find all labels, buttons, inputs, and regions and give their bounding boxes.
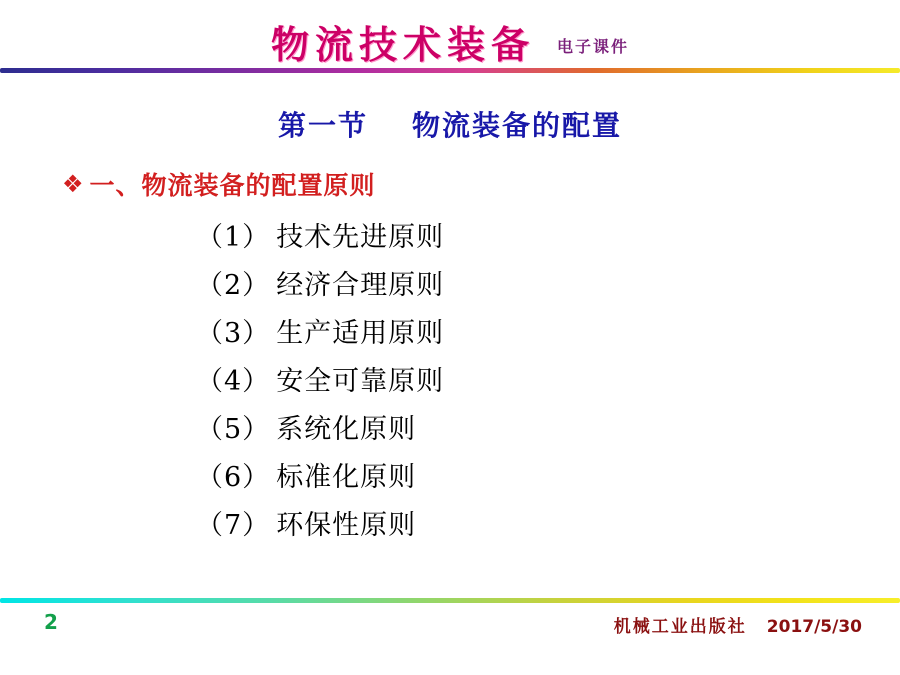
list-item-label: 生产适用原则	[276, 318, 445, 349]
list-item	[196, 272, 796, 299]
section-label: 第一节	[277, 109, 368, 142]
list-item-number: （1）	[196, 222, 271, 253]
presentation-subtitle: 电子课件	[557, 37, 630, 56]
list-item-label: 标准化原则	[276, 462, 417, 493]
subsection-heading-text: 一、物流装备的配置原则	[89, 171, 376, 200]
section-title-text: 物流装备的配置	[412, 109, 623, 142]
list-item-number: （6）	[196, 462, 271, 493]
list-item-label: 系统化原则	[276, 414, 417, 445]
list-item-label: 技术先进原则	[276, 222, 445, 253]
footer-divider-line	[0, 598, 900, 603]
list-item-number: （5）	[196, 414, 271, 445]
list-item-number: （4）	[196, 366, 271, 397]
page-number: 2	[44, 610, 58, 634]
section-heading	[0, 104, 900, 144]
publisher-name: 机械工业出版社	[613, 617, 747, 637]
presentation-title: 物流技术装备	[270, 22, 535, 67]
list-item-label: 环保性原则	[276, 510, 417, 541]
list-item	[196, 320, 796, 347]
subsection-heading	[62, 166, 376, 202]
list-item-number: （7）	[196, 510, 271, 541]
header-title-group	[0, 14, 900, 69]
list-item-label: 安全可靠原则	[276, 366, 445, 397]
list-item	[196, 368, 796, 395]
list-item-number: （2）	[196, 270, 271, 301]
slide-date: 2017/5/30	[766, 617, 862, 637]
header-divider-line	[0, 68, 900, 73]
footer-info	[614, 612, 862, 637]
principles-list	[196, 224, 796, 560]
list-item-label: 经济合理原则	[276, 270, 445, 301]
list-item	[196, 224, 796, 251]
list-item	[196, 464, 796, 491]
slide-header	[0, 0, 900, 76]
list-item-number: （3）	[196, 318, 271, 349]
list-item	[196, 512, 796, 539]
diamond-bullet-icon: ❖	[62, 170, 84, 198]
list-item	[196, 416, 796, 443]
